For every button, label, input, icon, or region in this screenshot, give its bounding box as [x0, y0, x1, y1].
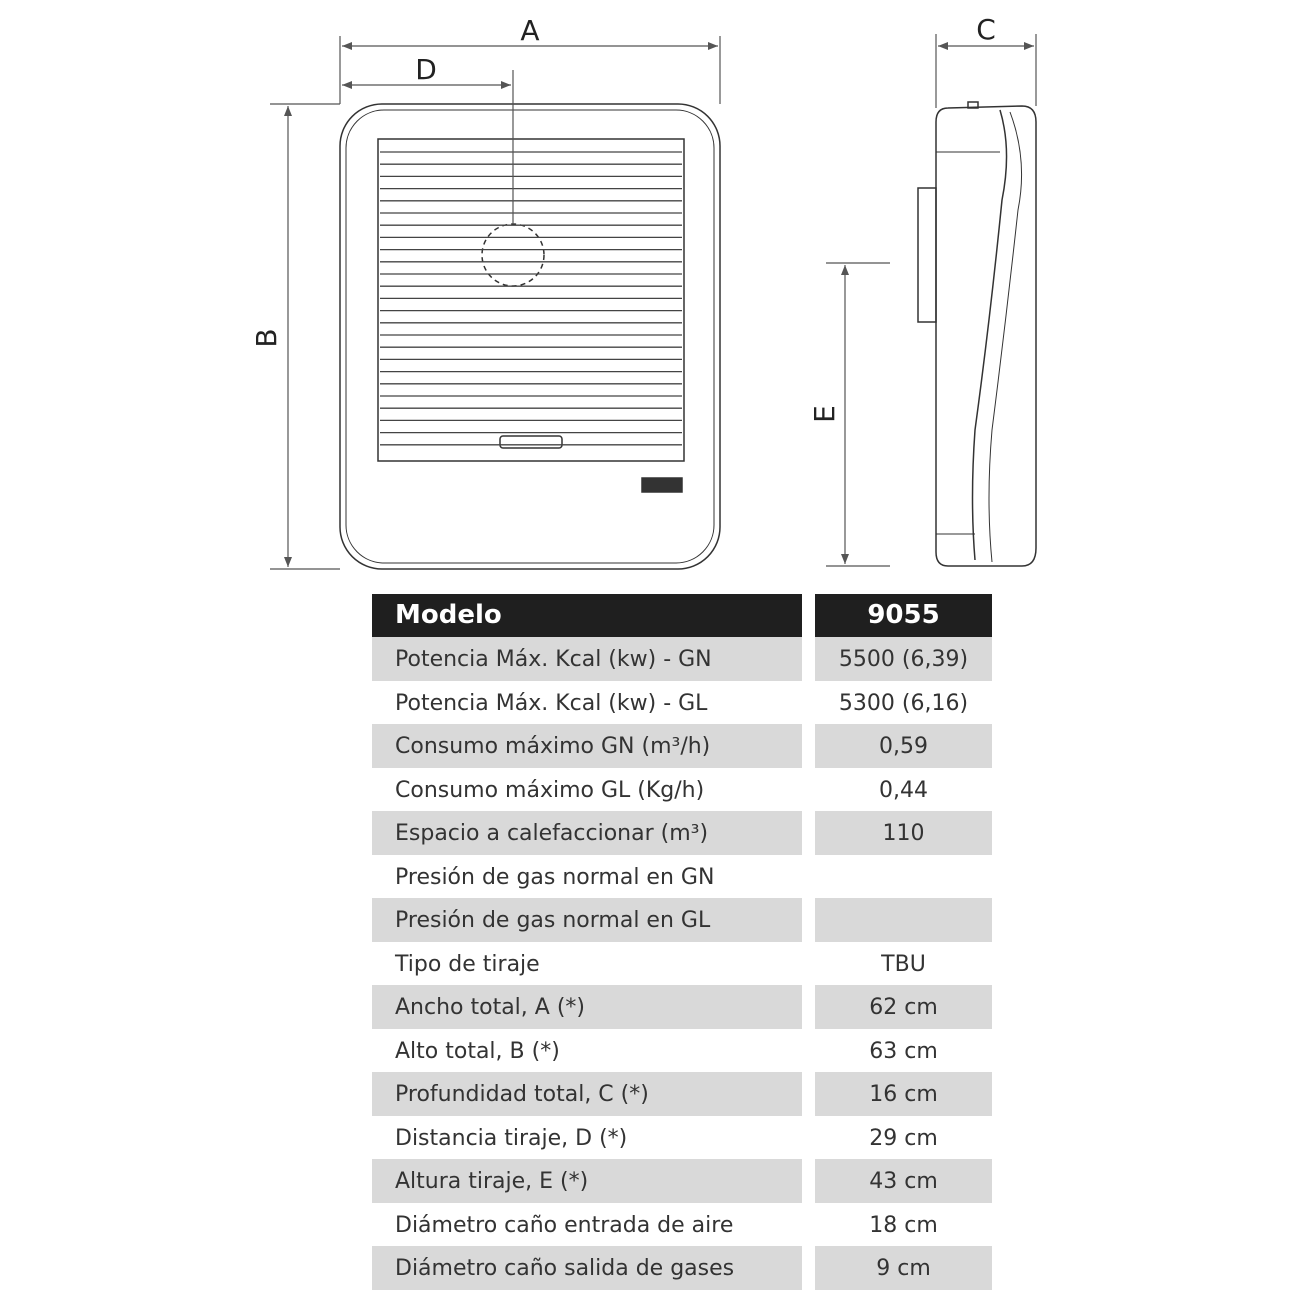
spec-label: Alto total, B (*) — [395, 1038, 560, 1064]
heater-technical-drawing — [0, 0, 1300, 585]
front-lower-handle — [500, 436, 562, 448]
spec-value: 5500 (6,39) — [815, 637, 992, 681]
table-row — [372, 1246, 992, 1290]
spec-label: Tipo de tiraje — [395, 951, 540, 977]
spec-label: Profundidad total, C (*) — [372, 1072, 802, 1116]
table-row — [372, 724, 992, 768]
spec-label: Diámetro caño entrada de aire — [395, 1212, 734, 1238]
front-badge — [642, 478, 682, 492]
spec-value: 29 cm — [869, 1125, 938, 1151]
spec-label: Diámetro caño salida de gases — [372, 1246, 802, 1290]
table-row — [372, 811, 992, 855]
dimension-label-e: E — [808, 405, 841, 423]
spec-value — [815, 898, 992, 942]
table-row — [372, 855, 992, 899]
table-row — [372, 985, 992, 1029]
table-header-row — [372, 594, 992, 637]
specifications-table — [372, 594, 992, 1290]
dimension-label-c: C — [976, 13, 996, 46]
table-row — [372, 1203, 992, 1247]
table-row — [372, 1029, 992, 1073]
table-row — [372, 768, 992, 812]
spec-value: 62 cm — [815, 985, 992, 1029]
side-view-outline — [936, 106, 1036, 566]
table-row — [372, 942, 992, 986]
spec-label: Presión de gas normal en GN — [395, 864, 715, 890]
spec-label: Consumo máximo GN (m³/h) — [372, 724, 802, 768]
table-row — [372, 1116, 992, 1160]
spec-value — [815, 855, 992, 899]
table-header-label: Modelo — [372, 594, 802, 637]
table-header-model: 9055 — [815, 594, 992, 637]
spec-value: 63 cm — [869, 1038, 938, 1064]
front-grille-frame — [378, 139, 684, 461]
dimension-label-b: B — [250, 328, 283, 348]
side-view-wall-bracket — [918, 188, 936, 322]
spec-value: 43 cm — [815, 1159, 992, 1203]
spec-value: TBU — [881, 951, 926, 977]
table-row — [372, 898, 992, 942]
spec-value: 18 cm — [869, 1212, 938, 1238]
side-view-front-panel — [973, 110, 1007, 560]
spec-label: Presión de gas normal en GL — [372, 898, 802, 942]
spec-label: Consumo máximo GL (Kg/h) — [395, 777, 705, 803]
spec-value: 16 cm — [815, 1072, 992, 1116]
spec-label: Ancho total, A (*) — [372, 985, 802, 1029]
spec-label: Distancia tiraje, D (*) — [395, 1125, 628, 1151]
table-row — [372, 1159, 992, 1203]
table-row — [372, 681, 992, 725]
front-grille-slats — [380, 152, 682, 445]
dimension-label-a: A — [520, 14, 540, 47]
spec-value: 5300 (6,16) — [838, 690, 969, 716]
spec-label: Altura tiraje, E (*) — [372, 1159, 802, 1203]
front-view-inner — [346, 110, 714, 563]
spec-label: Potencia Máx. Kcal (kw) - GL — [395, 690, 708, 716]
spec-label: Potencia Máx. Kcal (kw) - GN — [372, 637, 802, 681]
spec-value: 110 — [815, 811, 992, 855]
front-view-outline — [340, 104, 720, 569]
table-row — [372, 637, 992, 681]
table-row — [372, 1072, 992, 1116]
spec-value: 0,59 — [815, 724, 992, 768]
dimension-label-d: D — [415, 53, 437, 86]
spec-label: Espacio a calefaccionar (m³) — [372, 811, 802, 855]
spec-value: 9 cm — [815, 1246, 992, 1290]
flue-outlet-circle — [482, 224, 544, 286]
spec-value: 0,44 — [879, 777, 928, 803]
